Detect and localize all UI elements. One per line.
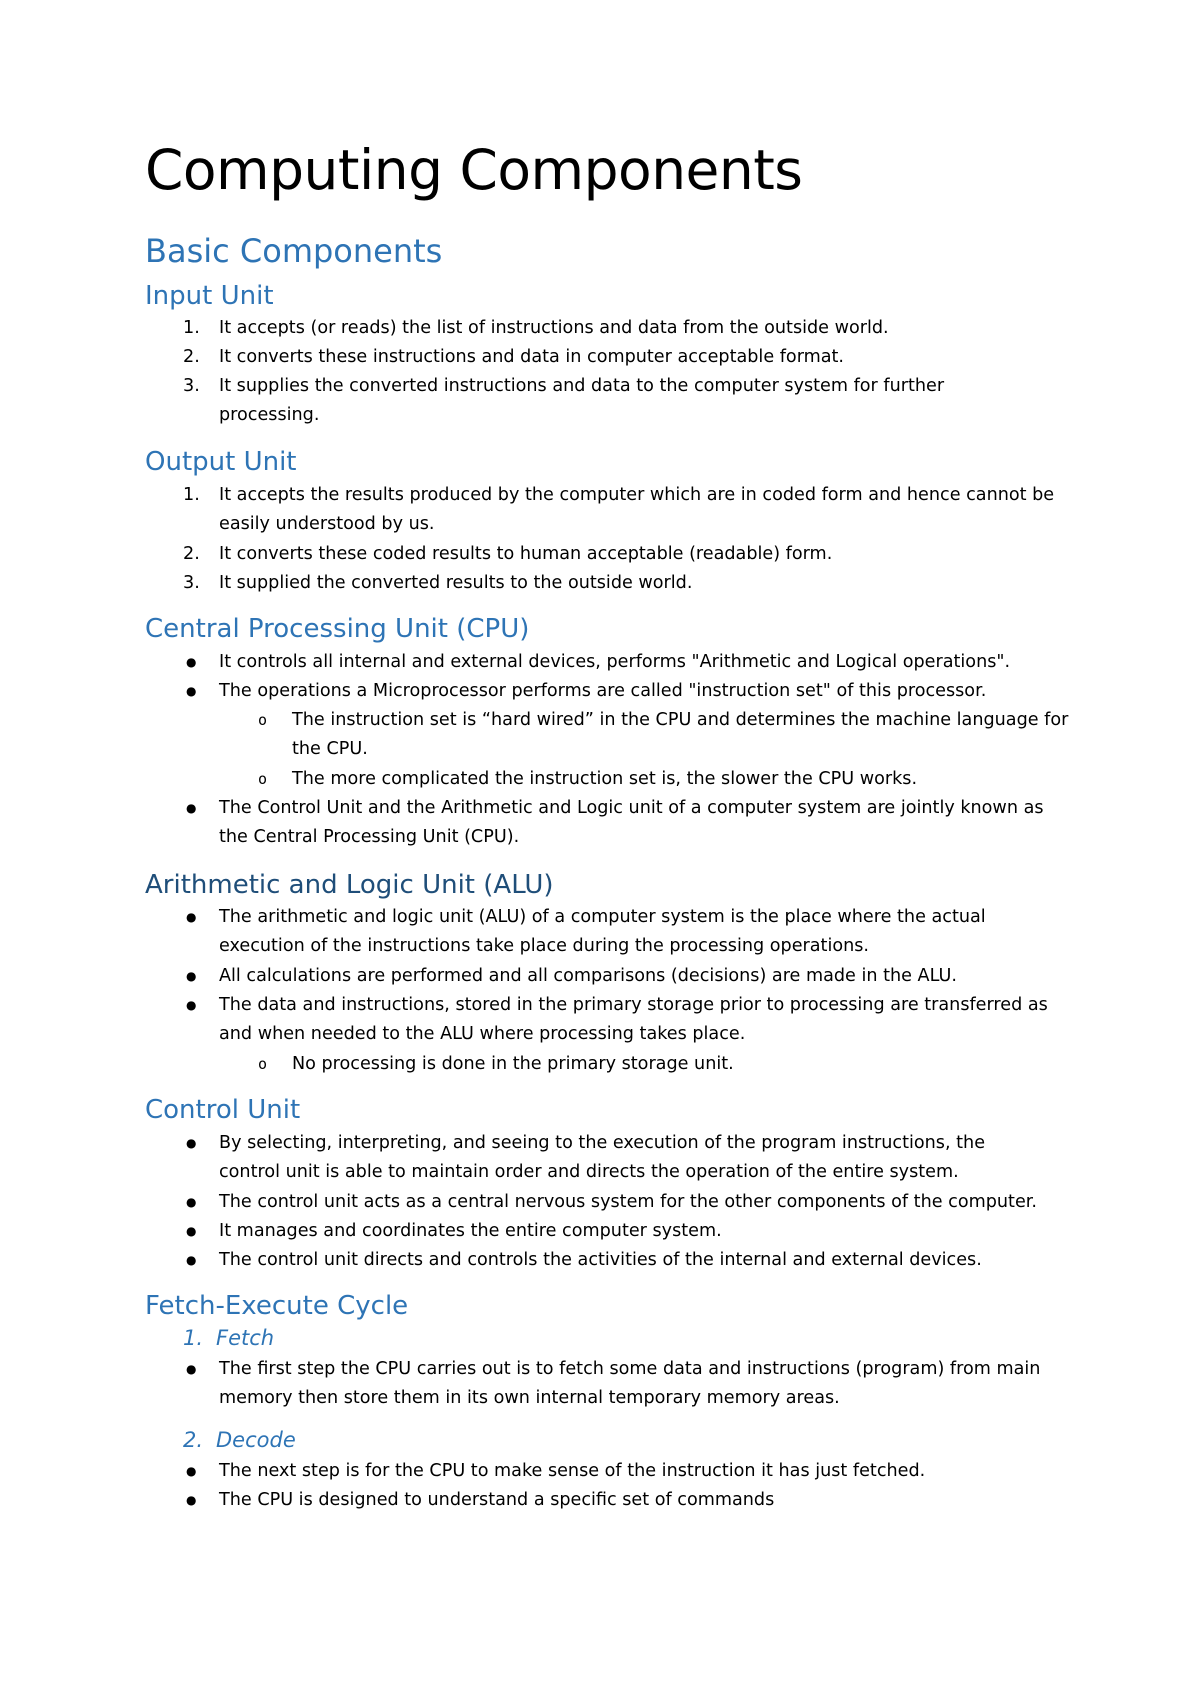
heading-input-unit: Input Unit	[145, 281, 274, 311]
list-item: The operations a Microprocessor performs are called "instruction set" of this processor.	[219, 681, 987, 701]
subheading-fetch	[183, 1326, 274, 1351]
list-item: The first step the CPU carries out is to fetch some data and instructions (program) from main memory then store them in its own internal temporary memory areas.	[219, 1359, 1041, 1408]
bullet-icon: ●	[186, 1464, 197, 1478]
bullet-icon: ●	[186, 1224, 197, 1238]
bullet-icon: ●	[186, 1493, 197, 1507]
heading-cpu: Central Processing Unit (CPU)	[145, 614, 530, 644]
bullet-icon: ●	[186, 1195, 197, 1209]
list-item: It converts these instructions and data in computer acceptable format.	[219, 347, 845, 367]
bullet-icon: ●	[186, 910, 197, 924]
list-item: It manages and coordinates the entire computer system.	[219, 1221, 722, 1241]
list-item: The control unit directs and controls the activities of the internal and external devices.	[219, 1250, 982, 1270]
bullet-icon: ●	[186, 1362, 197, 1376]
list-number: 2.	[183, 347, 200, 367]
sub-bullet-icon: o	[258, 711, 268, 729]
heading-control-unit: Control Unit	[145, 1095, 301, 1125]
sub-bullet-icon: o	[258, 1055, 268, 1073]
list-item: It accepts (or reads) the list of instructions and data from the outside world.	[219, 318, 889, 338]
bullet-icon: ●	[186, 655, 197, 669]
bullet-icon: ●	[186, 1136, 197, 1150]
heading-alu: Arithmetic and Logic Unit (ALU)	[145, 870, 554, 900]
bullet-icon: ●	[186, 969, 197, 983]
list-item: The data and instructions, stored in the primary storage prior to processing are transferred as and when needed to the ALU where processing takes place.	[219, 995, 1048, 1044]
list-number: 3.	[183, 573, 200, 593]
list-item: The arithmetic and logic unit (ALU) of a computer system is the place where the actual execution of the instructions take place during the processing operations.	[219, 907, 986, 956]
list-item: The CPU is designed to understand a specific set of commands	[219, 1490, 775, 1510]
list-item: The Control Unit and the Arithmetic and Logic unit of a computer system are jointly known as the Central Processing Unit (CPU).	[219, 798, 1044, 847]
list-item: The control unit acts as a central nervous system for the other components of the computer.	[219, 1192, 1037, 1212]
list-subitem: No processing is done in the primary storage unit.	[292, 1054, 734, 1074]
list-item: It supplies the converted instructions and data to the computer system for further processing.	[219, 376, 945, 425]
list-number: 1.	[183, 485, 200, 505]
list-item: The next step is for the CPU to make sense of the instruction it has just fetched.	[219, 1461, 926, 1481]
list-item: All calculations are performed and all comparisons (decisions) are made in the ALU.	[219, 966, 957, 986]
subheading-number: 2.	[183, 1428, 204, 1452]
sub-bullet-icon: o	[258, 770, 268, 788]
list-number: 1.	[183, 318, 200, 338]
list-item: It controls all internal and external devices, performs "Arithmetic and Logical operations".	[219, 652, 1011, 672]
list-item: It converts these coded results to human acceptable (readable) form.	[219, 544, 833, 564]
list-item: By selecting, interpreting, and seeing to the execution of the program instructions, the control unit is able to maintain order and directs the operation of the entire system.	[219, 1133, 986, 1182]
subheading-label: Fetch	[216, 1326, 275, 1350]
bullet-icon: ●	[186, 998, 197, 1012]
list-number: 2.	[183, 544, 200, 564]
subheading-decode	[183, 1428, 296, 1453]
heading-output-unit: Output Unit	[145, 447, 297, 477]
bullet-icon: ●	[186, 801, 197, 815]
list-number: 3.	[183, 376, 200, 396]
subheading-label: Decode	[216, 1428, 296, 1452]
page-title: Computing Components	[145, 138, 803, 202]
list-item: It supplied the converted results to the outside world.	[219, 573, 693, 593]
subheading-number: 1.	[183, 1326, 204, 1350]
list-subitem: The instruction set is “hard wired” in the CPU and determines the machine language for the CPU.	[292, 710, 1069, 759]
list-item: It accepts the results produced by the computer which are in coded form and hence cannot be easily understood by us.	[219, 485, 1055, 534]
section-heading-basic-components: Basic Components	[145, 232, 443, 270]
bullet-icon: ●	[186, 684, 197, 698]
heading-fetch-execute-cycle: Fetch-Execute Cycle	[145, 1291, 409, 1321]
list-subitem: The more complicated the instruction set is, the slower the CPU works.	[292, 769, 918, 789]
bullet-icon: ●	[186, 1253, 197, 1267]
